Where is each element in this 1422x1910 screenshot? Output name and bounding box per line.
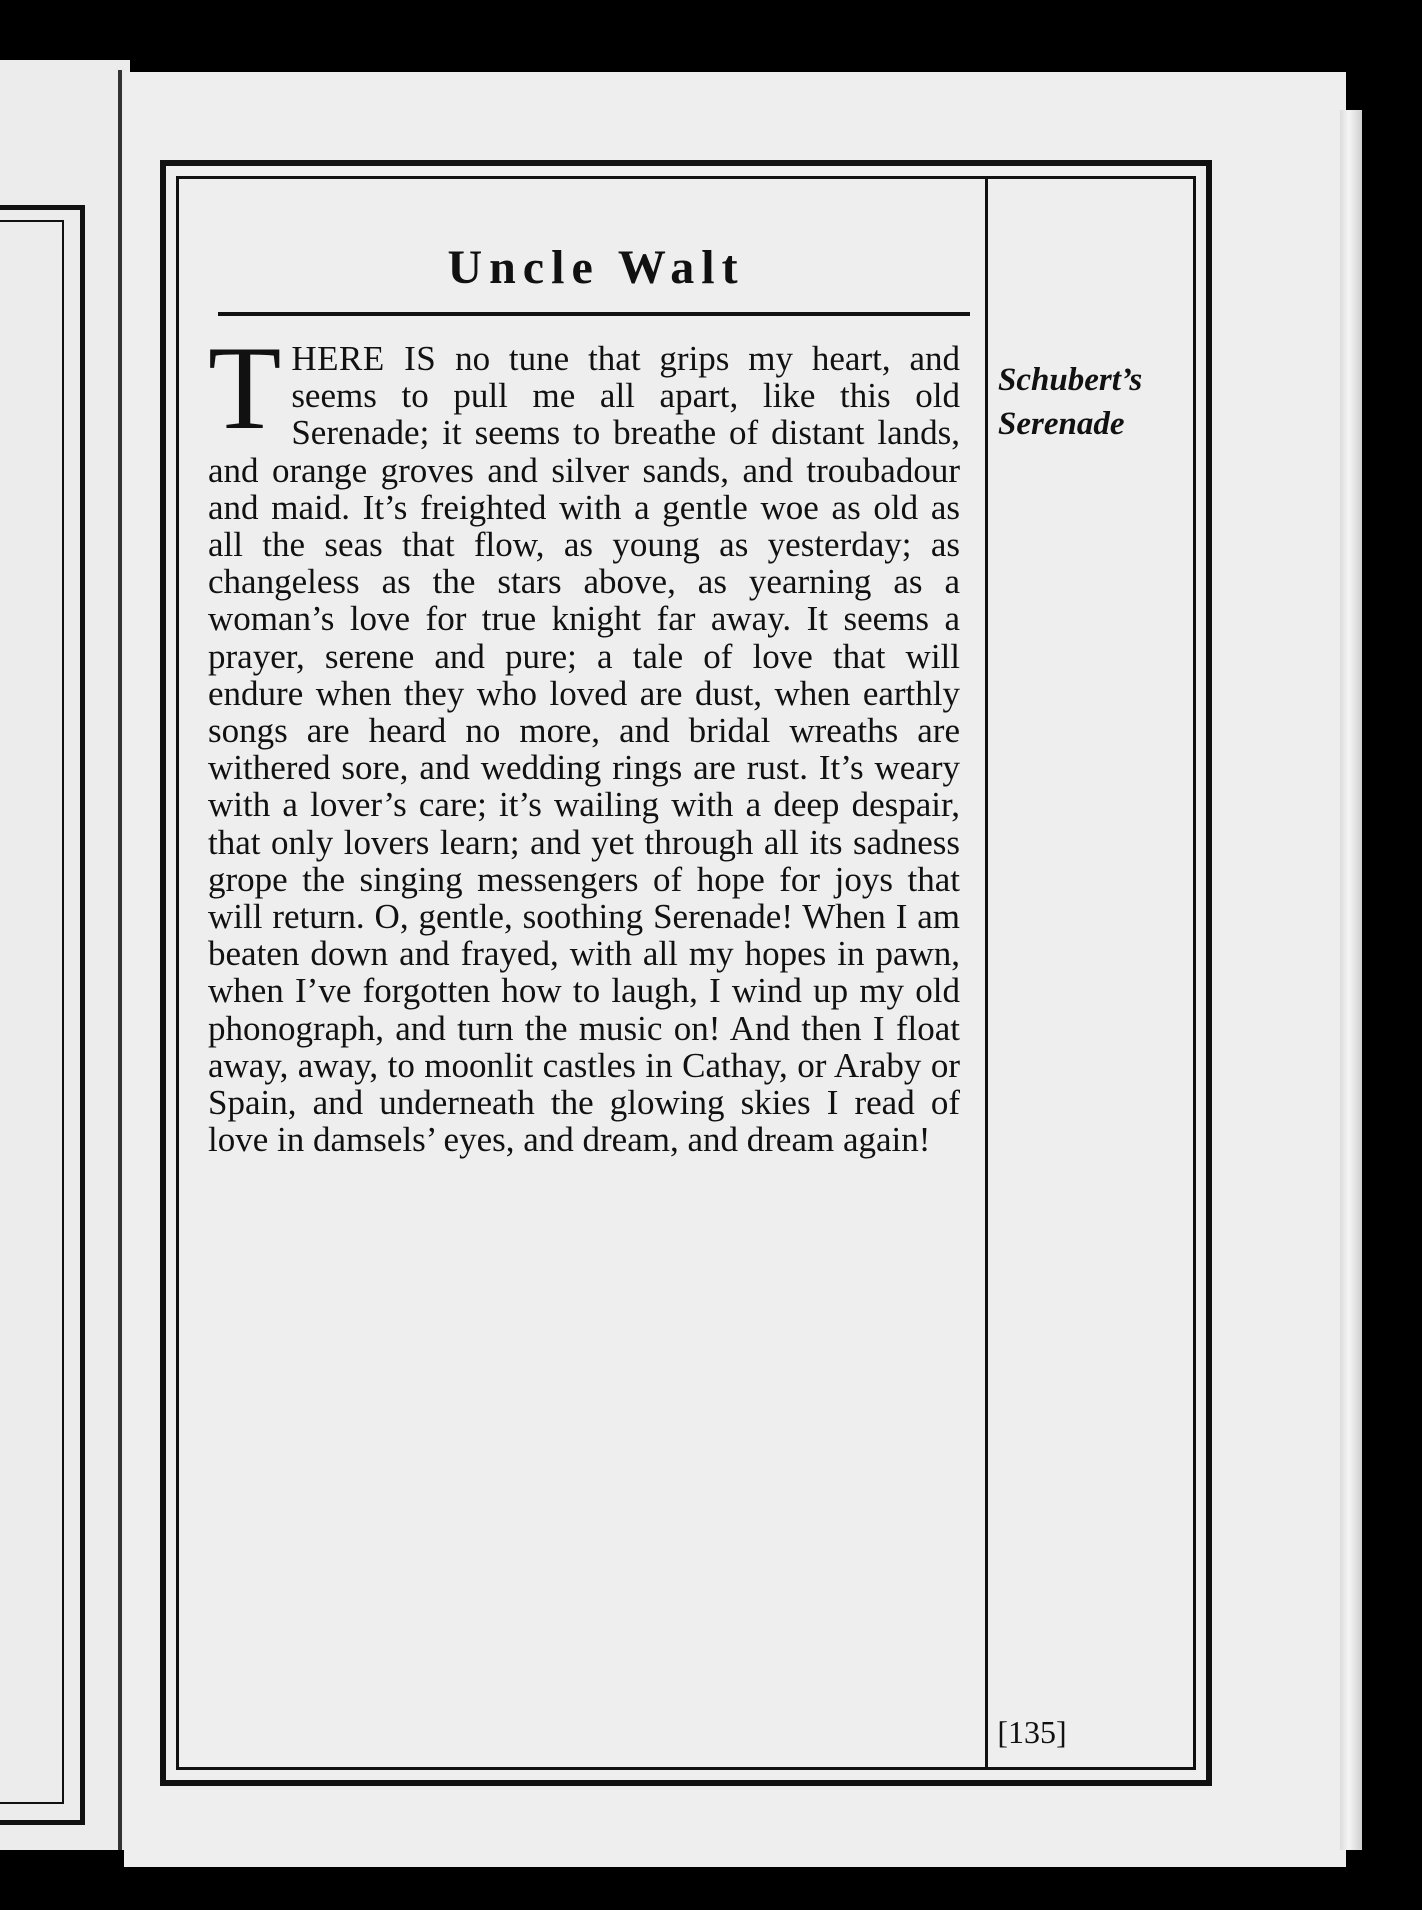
margin-column-divider: [985, 176, 988, 1770]
poem-body: [208, 340, 960, 1460]
page-number: [135]: [997, 1714, 1067, 1750]
lead-caps: HERE IS: [291, 340, 437, 378]
drop-cap: T: [208, 340, 282, 454]
poem-text: no tune that grips my heart, and seems to pull me all apart, like this old Serenade; it seems to breathe of distant lands, and orange groves and silver sands, and troubadour and maid. It’s freighted with a gentle woe as old as all the seas that flow, as young as yesterday; as changeless as the stars above, as yearning as a woman’s love for true knight far away. It seems a prayer, serene and pure; a tale of love that will endure when they who loved are dust, when earthly songs are heard no more, and bridal wreaths are withered sore, and wedding rings are rust. It’s weary with a lover’s care; it’s wailing with a deep despair, that only lovers learn; and yet through all its sadness grope the singing messengers of hope for joys that will return. O, gentle, soothing Serenade! When I am beaten down and frayed, with all my hopes in pawn, when I’ve forgotten how to laugh, I wind up my old phonograph, and turn the music on! And then I float away, away, to moonlit castles in Cathay, or Araby or Spain, and underneath the glowing skies I read of love in damsels’ eyes, and dream, and dream again!: [208, 340, 960, 1160]
previous-page-frame-inner: [0, 220, 64, 1804]
margin-note: [998, 358, 1178, 446]
previous-page: [0, 60, 130, 1850]
page-title: Uncle Walt: [447, 241, 745, 294]
book-gutter: [118, 70, 122, 1850]
margin-note-line-1: Schubert’s: [998, 362, 1143, 398]
margin-note-line-2: Serenade: [998, 406, 1125, 442]
page-edge: [1340, 110, 1362, 1850]
title-rule: [218, 312, 970, 316]
